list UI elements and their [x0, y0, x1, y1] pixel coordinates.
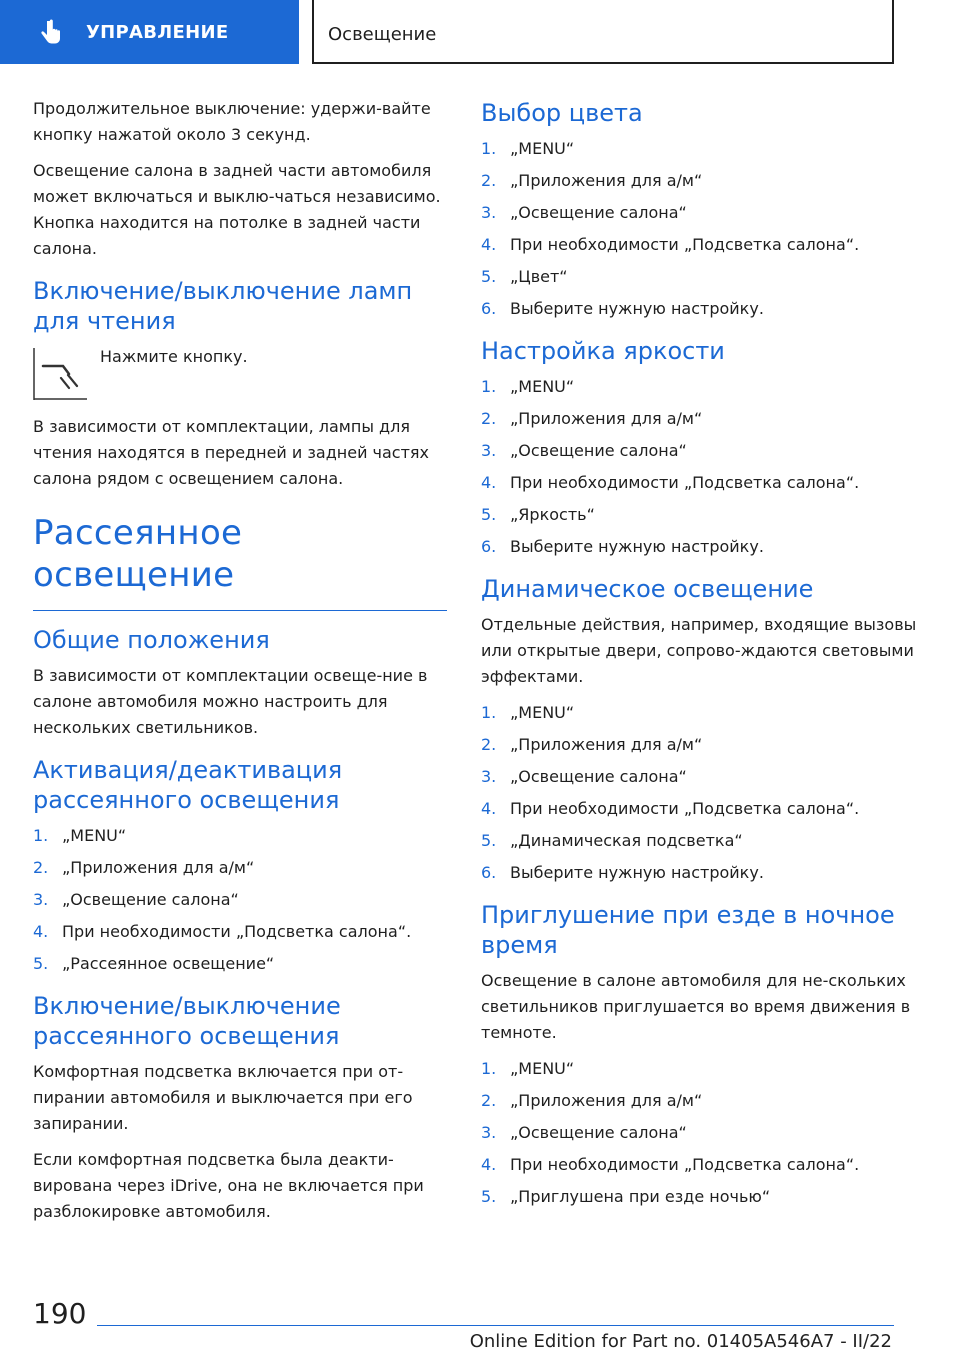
list-item — [481, 1152, 921, 1178]
heading-activation: Активация/деактивация рассеянного освещения — [33, 756, 343, 814]
steps-night — [481, 1056, 921, 1210]
list-item — [33, 951, 447, 977]
step-text: „Приложения для а/м“ — [510, 1091, 703, 1110]
step-number: 3. — [33, 890, 49, 909]
list-item — [481, 200, 921, 226]
reading-lamp-instruction — [33, 344, 447, 404]
step-text: Выберите нужную настройку. — [510, 537, 764, 556]
step-text: При необходимости „Подсветка салона“. — [510, 1155, 860, 1174]
step-number: 2. — [33, 858, 49, 877]
list-item — [33, 919, 447, 945]
heading-on-off: Включение/выключение рассеянного освещения — [33, 992, 341, 1050]
step-text: При необходимости „Подсветка салона“. — [510, 799, 860, 818]
list-item — [481, 168, 921, 194]
step-text: „Освещение салона“ — [510, 441, 687, 460]
step-text: „Приглушена при езде ночью“ — [510, 1187, 771, 1206]
heading-ambient-lighting: Рассеянное освещение — [33, 513, 243, 595]
list-item — [481, 860, 921, 886]
step-text: „Приложения для а/м“ — [510, 409, 703, 428]
step-number: 6. — [481, 537, 497, 556]
step-text: „Освещение салона“ — [510, 1123, 687, 1142]
list-item — [481, 1056, 921, 1082]
step-text: Выберите нужную настройку. — [510, 863, 764, 882]
step-number: 5. — [481, 1187, 497, 1206]
list-item — [481, 296, 921, 322]
step-number: 5. — [481, 267, 497, 286]
step-number: 5. — [33, 954, 49, 973]
section-tab — [0, 0, 299, 64]
paragraph: Освещение в салоне автомобиля для не-скольких светильников приглушается во время движения в темноте. — [481, 971, 911, 1042]
step-number: 4. — [481, 1155, 497, 1174]
step-text: „MENU“ — [510, 1059, 575, 1078]
list-item — [481, 438, 921, 464]
step-number: 1. — [481, 377, 497, 396]
hand-icon — [34, 17, 66, 49]
step-text: „MENU“ — [510, 139, 575, 158]
heading-night-dimming: Приглушение при езде в ночное время — [481, 901, 895, 959]
step-number: 2. — [481, 1091, 497, 1110]
step-text: „Рассеянное освещение“ — [62, 954, 275, 973]
step-number: 1. — [481, 703, 497, 722]
step-number: 4. — [481, 235, 497, 254]
step-number: 6. — [481, 299, 497, 318]
step-text: „MENU“ — [62, 826, 127, 845]
list-item — [481, 1088, 921, 1114]
steps-brightness — [481, 374, 921, 560]
reading-lamp-icon — [33, 348, 87, 400]
chapter-header — [312, 0, 894, 64]
list-item — [33, 855, 447, 881]
steps-color — [481, 136, 921, 322]
list-item — [481, 732, 921, 758]
paragraph: Освещение салона в задней части автомобиля может включаться и выклю-чаться независимо. Кнопка находится на потолке в задней части салона. — [33, 161, 441, 258]
list-item — [481, 406, 921, 432]
step-number: 1. — [481, 1059, 497, 1078]
step-text: „Освещение салона“ — [62, 890, 239, 909]
list-item — [481, 534, 921, 560]
list-item — [481, 502, 921, 528]
step-number: 3. — [481, 767, 497, 786]
steps-activation — [33, 823, 447, 977]
step-number: 4. — [481, 799, 497, 818]
step-number: 2. — [481, 735, 497, 754]
step-number: 3. — [481, 441, 497, 460]
list-item — [481, 1120, 921, 1146]
step-text: Выберите нужную настройку. — [510, 299, 764, 318]
page-number: 190 — [33, 1297, 87, 1330]
step-text: „Приложения для а/м“ — [510, 171, 703, 190]
step-number: 5. — [481, 831, 497, 850]
step-text: „Приложения для а/м“ — [510, 735, 703, 754]
right-column — [481, 96, 921, 1216]
footer-edition: Online Edition for Part no. 01405A546A7 - II/22 — [469, 1331, 892, 1352]
step-number: 1. — [481, 139, 497, 158]
list-item — [481, 764, 921, 790]
heading-reading-lamps: Включение/выключение ламп для чтения — [33, 277, 413, 335]
heading-dynamic: Динамическое освещение — [481, 575, 814, 603]
step-number: 3. — [481, 203, 497, 222]
list-item — [33, 887, 447, 913]
step-number: 4. — [33, 922, 49, 941]
footer-divider — [97, 1325, 894, 1326]
step-text: „Освещение салона“ — [510, 203, 687, 222]
step-text: „Цвет“ — [510, 267, 568, 286]
step-number: 2. — [481, 171, 497, 190]
list-item — [481, 700, 921, 726]
left-column — [33, 96, 447, 1235]
list-item — [481, 470, 921, 496]
steps-dynamic — [481, 700, 921, 886]
list-item — [481, 232, 921, 258]
heading-general: Общие положения — [33, 626, 270, 654]
list-item — [481, 1184, 921, 1210]
heading-color: Выбор цвета — [481, 99, 643, 127]
reading-lamp-instruction-text: Нажмите кнопку. — [100, 347, 248, 366]
paragraph: Если комфортная подсветка была деакти-вирована через iDrive, она не включается при разблокировке автомобиля. — [33, 1150, 424, 1221]
step-text: „MENU“ — [510, 703, 575, 722]
step-text: „MENU“ — [510, 377, 575, 396]
list-item — [481, 264, 921, 290]
step-text: „Динамическая подсветка“ — [510, 831, 743, 850]
step-number: 3. — [481, 1123, 497, 1142]
section-title: УПРАВЛЕНИЕ — [86, 22, 229, 43]
list-item — [481, 374, 921, 400]
heading-brightness: Настройка яркости — [481, 337, 725, 365]
step-number: 2. — [481, 409, 497, 428]
step-number: 1. — [33, 826, 49, 845]
paragraph: Комфортная подсветка включается при от-пирании автомобиля и выключается при его запирании. — [33, 1062, 413, 1133]
step-number: 6. — [481, 863, 497, 882]
list-item — [33, 823, 447, 849]
step-text: При необходимости „Подсветка салона“. — [510, 473, 860, 492]
step-number: 4. — [481, 473, 497, 492]
step-text: „Яркость“ — [510, 505, 595, 524]
list-item — [481, 796, 921, 822]
list-item — [481, 828, 921, 854]
chapter-title: Освещение — [328, 24, 437, 45]
step-text: При необходимости „Подсветка салона“. — [62, 922, 412, 941]
paragraph: Отдельные действия, например, входящие вызовы или открытые двери, сопрово-ждаются световыми эффектами. — [481, 615, 917, 686]
paragraph: Продолжительное выключение: удержи-вайте кнопку нажатой около 3 секунд. — [33, 99, 431, 144]
list-item — [481, 136, 921, 162]
step-text: При необходимости „Подсветка салона“. — [510, 235, 860, 254]
paragraph: В зависимости от комплектации освеще-ние в салоне автомобиля можно настроить для нескольких светильников. — [33, 666, 428, 737]
heading-divider — [33, 610, 447, 611]
paragraph: В зависимости от комплектации, лампы для чтения находятся в передней и задней частях салона рядом с освещением салона. — [33, 417, 430, 488]
step-text: „Приложения для а/м“ — [62, 858, 255, 877]
step-text: „Освещение салона“ — [510, 767, 687, 786]
step-number: 5. — [481, 505, 497, 524]
